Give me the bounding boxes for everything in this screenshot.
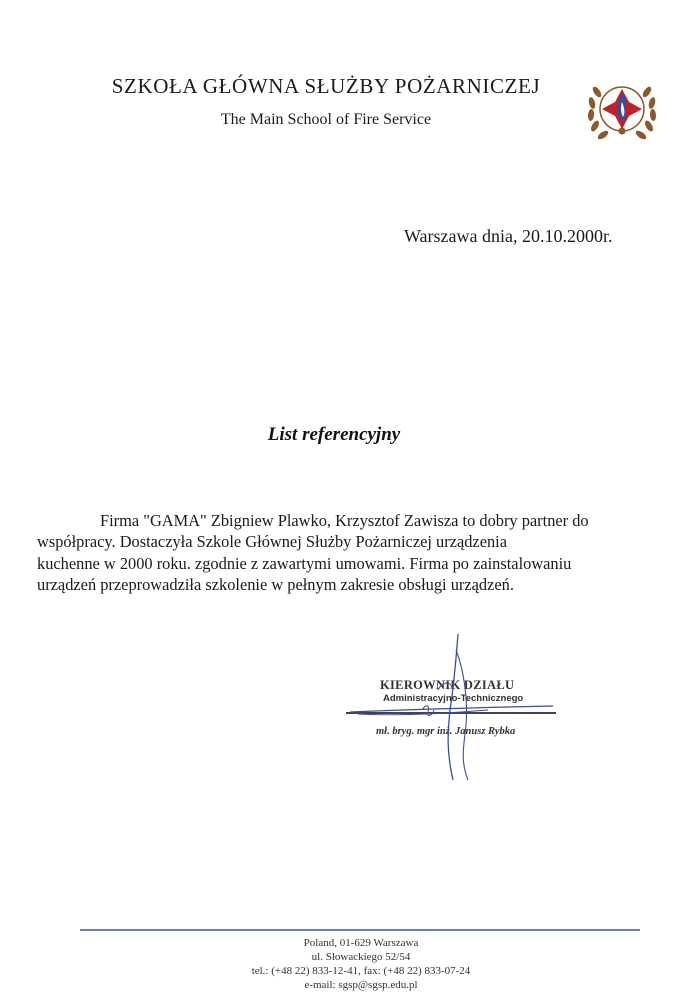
body-line: współpracy. Dostaczyła Szkole Głównej Służby Pożarniczej urządzenia [37,532,507,552]
signatory-title: KIEROWNIK DZIAŁU [380,678,515,692]
body-line: Firma "GAMA" Zbigniew Plawko, Krzysztof Zawisza to dobry partner do [100,511,589,530]
signatory-name: mł. bryg. mgr inż. Janusz Rybka [376,726,516,737]
footer-line: Poland, 01-629 Warszawa [303,937,419,949]
footer-line: tel.: (+48 22) 833-12-41, fax: (+48 22) 833-07-24 [251,965,471,977]
footer-address [0,936,697,992]
handwritten-signature-icon [338,630,568,790]
body-paragraph [37,510,650,596]
footer-divider [80,929,640,931]
document-title: List referencyjny [267,424,401,445]
body-line: urządzeń przeprowadziła szkolenie w pełnym zakresie obsługi urządzeń. [37,575,514,595]
date-line: Warszawa dnia, 20.10.2000r. [404,226,613,246]
footer-line: ul. Słowackiego 52/54 [311,951,411,963]
institution-name: SZKOŁA GŁÓWNA SŁUŻBY POŻARNICZEJ [111,74,541,98]
footer-email: e-mail: sgsp@sgsp.edu.pl [304,979,418,991]
institution-name-english: The Main School of Fire Service [220,111,432,128]
signatory-department: Administracyjno-Technicznego [383,693,524,704]
body-line: kuchenne w 2000 roku. zgodnie z zawartymi umowami. Firma po zainstalowaniu [37,553,572,573]
fire-service-emblem-icon [585,72,659,146]
